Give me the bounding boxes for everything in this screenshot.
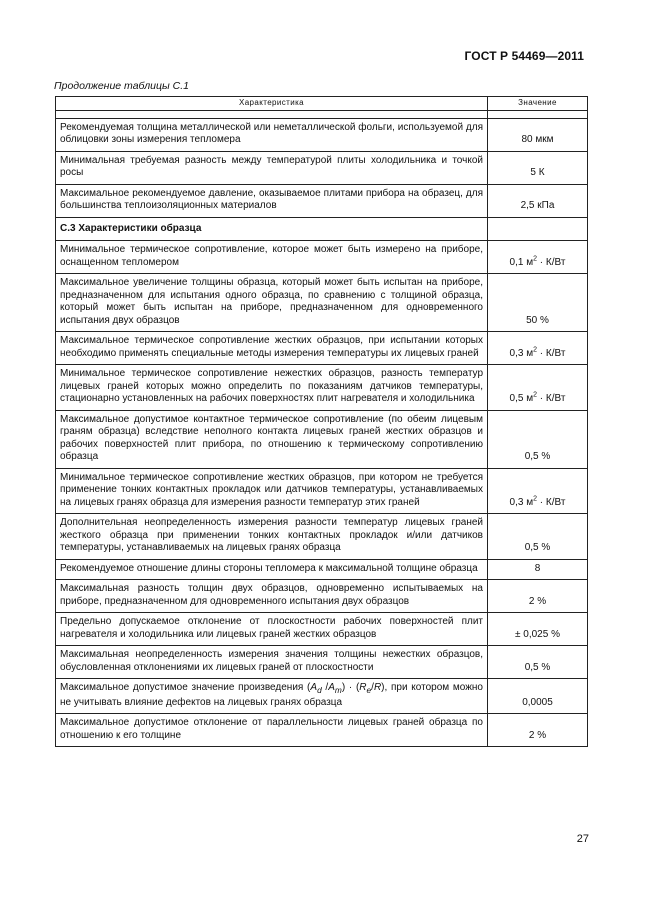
value-cell: 0,5 $м^2 \cdot К/Вт$ — [488, 365, 588, 411]
table-row — [56, 514, 588, 560]
characteristic-cell: Минимальное термическое сопротивление жестких образцов, при котором не требуется применение тонких контактных прокладок или датчиков температуры, устанавливаемых на лицевых гранях образца для измерения разности температур этих граней — [56, 468, 488, 514]
value-cell: 0,5 % — [488, 410, 588, 468]
value-cell: 0,5 % — [488, 646, 588, 679]
table-row — [56, 613, 588, 646]
table-header-row — [56, 97, 588, 111]
characteristic-cell: Предельно допускаемое отклонение от плоскостности рабочих поверхностей плит нагревателя и холодильника или лицевых граней жестких образцов — [56, 613, 488, 646]
characteristic-cell: Максимальное термическое сопротивление жестких образцов, при испытании которых необходимо применять специальные методы измерения температуры их лицевых граней — [56, 332, 488, 365]
value-cell: 0,1 $м^2 \cdot К/Вт$ — [488, 241, 588, 274]
table-row — [56, 118, 588, 151]
characteristic-cell: Максимальное допустимое контактное термическое сопротивление (по обеим лицевым граням образца) вследствие неполного контакта лицевых граней жестких образцов и рабочих поверхностей плит прибора, по отношению к термическому сопротивлению образца — [56, 410, 488, 468]
characteristic-cell: Рекомендуемая толщина металлической или неметаллической фольги, используемой для облицовки зоны измерения тепломера — [56, 118, 488, 151]
table-row — [56, 184, 588, 217]
table-row — [56, 559, 588, 580]
characteristic-cell: Минимальное термическое сопротивление, которое может быть измерено на приборе, оснащенном тепломером — [56, 241, 488, 274]
spacer-row — [56, 110, 588, 118]
value-cell: 8 — [488, 559, 588, 580]
value-cell: 2,5 кПа — [488, 184, 588, 217]
table-row — [56, 714, 588, 747]
table-row — [56, 410, 588, 468]
value-cell: 2 % — [488, 714, 588, 747]
table-row — [56, 332, 588, 365]
characteristics-table — [55, 96, 588, 747]
value-cell: 2 % — [488, 580, 588, 613]
value-cell: 0,3 $м^2 \cdot К/Вт$ — [488, 468, 588, 514]
table-row — [56, 241, 588, 274]
section-value-cell — [488, 217, 588, 241]
value-cell: ± 0,025 % — [488, 613, 588, 646]
section-heading: С.3 Характеристики образца — [56, 217, 488, 241]
characteristic-cell: Максимальное допустимое значение произведения ($A_d$ $/A_m) \cdot (R_e/R)$, при котором можно не учитывать влияние дефектов на лицевых гранях образца — [56, 679, 488, 714]
value-cell: 0,3 $м^2 \cdot К/Вт$ — [488, 332, 588, 365]
characteristic-cell: Минимальная требуемая разность между температурой плиты холодильника и точкой росы — [56, 151, 488, 184]
value-cell: 5 К — [488, 151, 588, 184]
table-row — [56, 679, 588, 714]
characteristic-cell: Максимальное допустимое отклонение от параллельности лицевых граней образца по отношению к его толщине — [56, 714, 488, 747]
section-heading-row — [56, 217, 588, 241]
table-caption: Продолжение таблицы С.1 — [54, 80, 189, 92]
value-cell: 0,5 % — [488, 514, 588, 560]
table-row — [56, 646, 588, 679]
characteristic-cell: Рекомендуемое отношение длины стороны тепломера к максимальной толщине образца — [56, 559, 488, 580]
characteristic-cell: Максимальная неопределенность измерения значения толщины нежестких образцов, обусловленная отклонениями их лицевых граней от плоскостности — [56, 646, 488, 679]
page-number: 27 — [576, 833, 589, 845]
characteristic-cell: Дополнительная неопределенность измерения разности температур лицевых граней жесткого образца при применении тонких контактных прокладок и/или датчиков температуры, устанавливаемых на лицевых гранях образца — [56, 514, 488, 560]
characteristic-cell: Минимальное термическое сопротивление нежестких образцов, разность температур лицевых граней которых можно определить по показаниям датчиков температуры, стационарно установленных на рабочих поверхностях плит нагревателя и холодильника — [56, 365, 488, 411]
value-cell: 80 мкм — [488, 118, 588, 151]
table-row — [56, 151, 588, 184]
standard-code: ГОСТ Р 54469—2011 — [464, 49, 584, 63]
value-cell: 50 % — [488, 274, 588, 332]
characteristic-cell: Максимальное увеличение толщины образца, который может быть испытан на приборе, предназначенном для испытания одного образца, по сравнению с толщиной образца, который может быть испытан на приборе, предназначенном для одновременного испытания двух образцов — [56, 274, 488, 332]
column-header-value: Значение — [488, 97, 588, 111]
characteristic-cell: Максимальное рекомендуемое давление, оказываемое плитами прибора на образец, для большинства теплоизоляционных материалов — [56, 184, 488, 217]
column-header-characteristic: Характеристика — [56, 97, 488, 111]
table-row — [56, 468, 588, 514]
value-cell: 0,0005 — [488, 679, 588, 714]
characteristic-cell: Максимальная разность толщин двух образцов, одновременно испытываемых на приборе, предназначенном для одновременного испытания двух образцов — [56, 580, 488, 613]
table-row — [56, 365, 588, 411]
table-row — [56, 580, 588, 613]
table-row — [56, 274, 588, 332]
